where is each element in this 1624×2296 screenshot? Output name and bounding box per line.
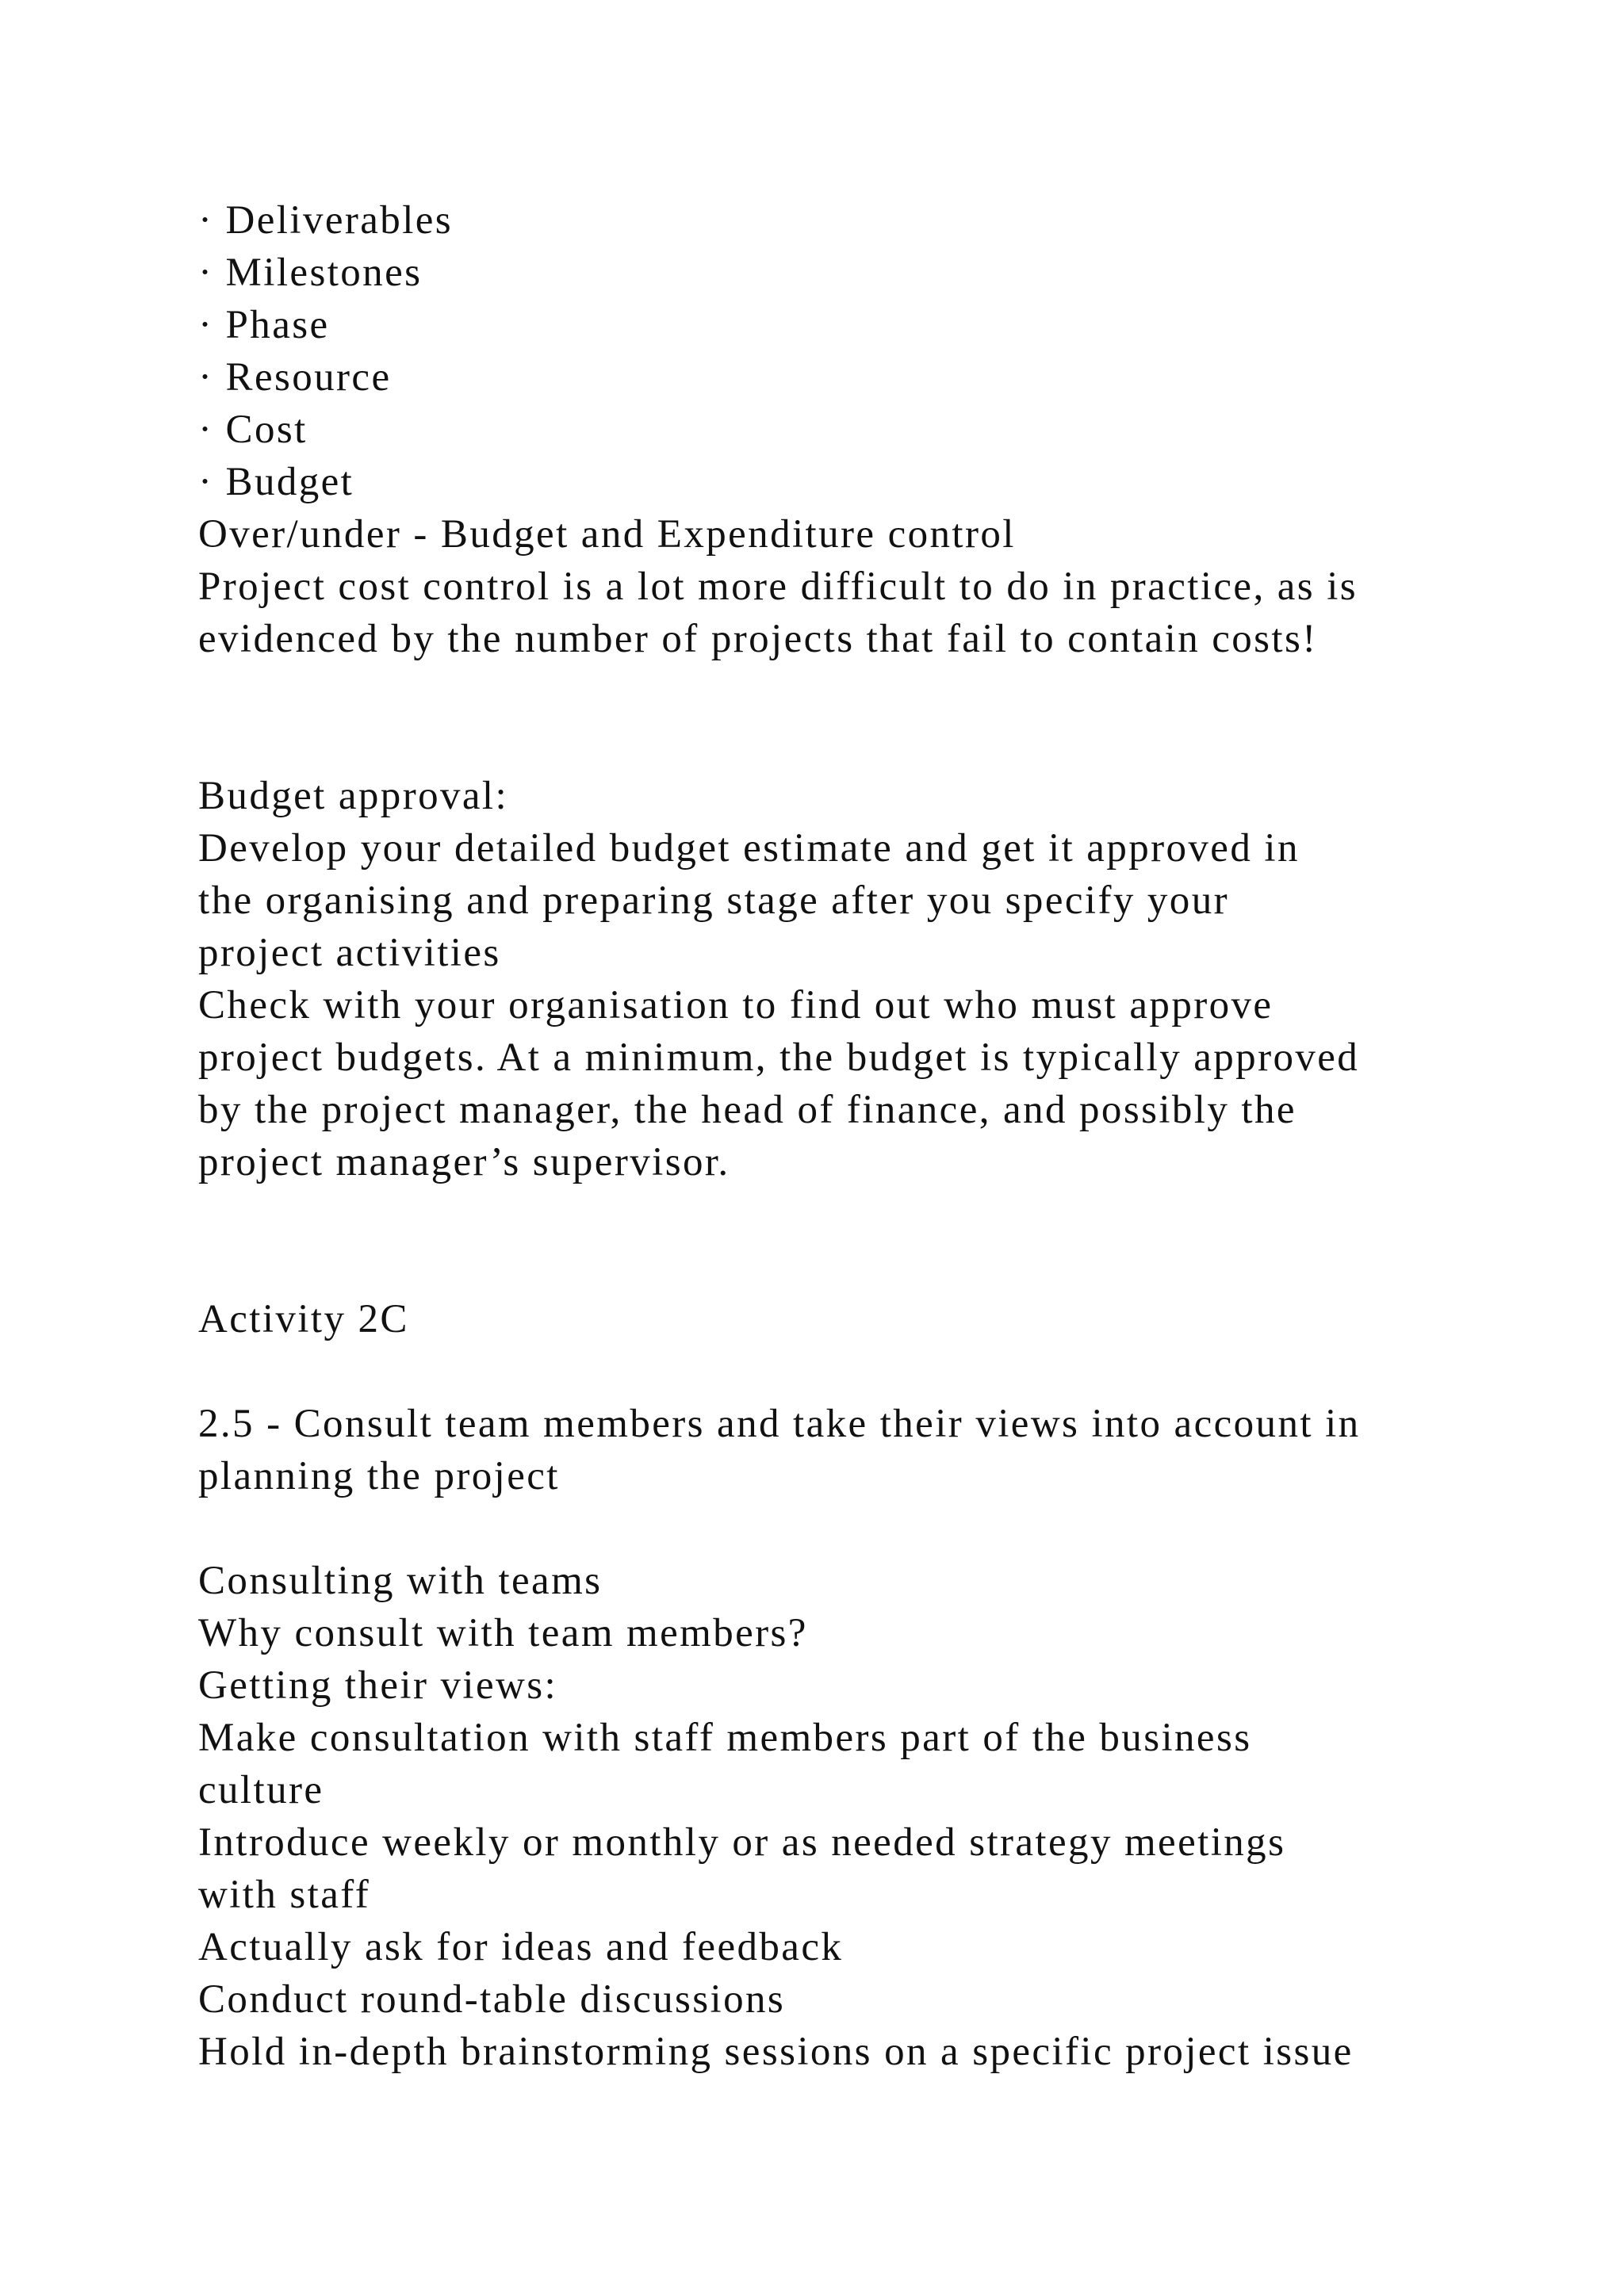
consulting-section: [198, 1555, 1507, 2078]
paragraph-line: Develop your detailed budget estimate and get it approved in: [198, 826, 1300, 871]
consulting-subheading: Getting their views:: [198, 1663, 558, 1708]
paragraph-line: Check with your organisation to find out who must approve: [198, 983, 1274, 1027]
bullet-list: [198, 194, 1507, 508]
bullet-item-budget: · Budget: [198, 460, 354, 504]
paragraph-line: project budgets. At a minimum, the budget is typically approved: [198, 1035, 1360, 1080]
bullet-item-cost: · Cost: [198, 408, 308, 452]
consulting-line: with staff: [198, 1873, 371, 1917]
budget-check-paragraph: [198, 979, 1507, 1188]
paragraph-line: project activities: [198, 931, 501, 975]
section-heading: [198, 1398, 1507, 1502]
spacer: [198, 1502, 1507, 1555]
consulting-line: culture: [198, 1768, 324, 1812]
spacer: [198, 1345, 1507, 1398]
budget-develop-paragraph: [198, 822, 1507, 979]
paragraph-line: the organising and preparing stage after you specify your: [198, 878, 1229, 923]
consulting-line: Make consultation with staff members part of the business: [198, 1716, 1252, 1760]
bullet-item-deliverables: · Deliverables: [198, 198, 454, 243]
consulting-heading: Consulting with teams: [198, 1559, 603, 1603]
consulting-line: Conduct round-table discussions: [198, 1977, 786, 2022]
bullet-item-resource: · Resource: [198, 355, 392, 400]
paragraph-line: evidenced by the number of projects that fail to contain costs!: [198, 617, 1318, 661]
spacer: [198, 665, 1507, 770]
bullet-item-milestones: · Milestones: [198, 251, 423, 295]
overunder-heading: Over/under - Budget and Expenditure control: [198, 512, 1016, 557]
bullet-item-phase: · Phase: [198, 303, 330, 347]
budget-approval-heading: Budget approval:: [198, 774, 509, 818]
spacer: [198, 1188, 1507, 1293]
paragraph-line: project manager’s supervisor.: [198, 1140, 730, 1184]
consulting-line: Hold in-depth brainstorming sessions on a specific project issue: [198, 2030, 1354, 2074]
cost-control-paragraph: [198, 561, 1507, 665]
consulting-line: Introduce weekly or monthly or as needed strategy meetings: [198, 1820, 1286, 1865]
activity-heading: Activity 2C: [198, 1297, 409, 1341]
paragraph-line: Project cost control is a lot more difficult to do in practice, as is: [198, 564, 1358, 609]
section-heading-line: 2.5 - Consult team members and take their views into account in: [198, 1402, 1361, 1446]
consulting-line: Actually ask for ideas and feedback: [198, 1925, 844, 1969]
document-body: [198, 194, 1507, 2078]
paragraph-line: by the project manager, the head of finance, and possibly the: [198, 1088, 1297, 1132]
section-heading-line: planning the project: [198, 1454, 560, 1498]
consulting-question: Why consult with team members?: [198, 1611, 808, 1655]
